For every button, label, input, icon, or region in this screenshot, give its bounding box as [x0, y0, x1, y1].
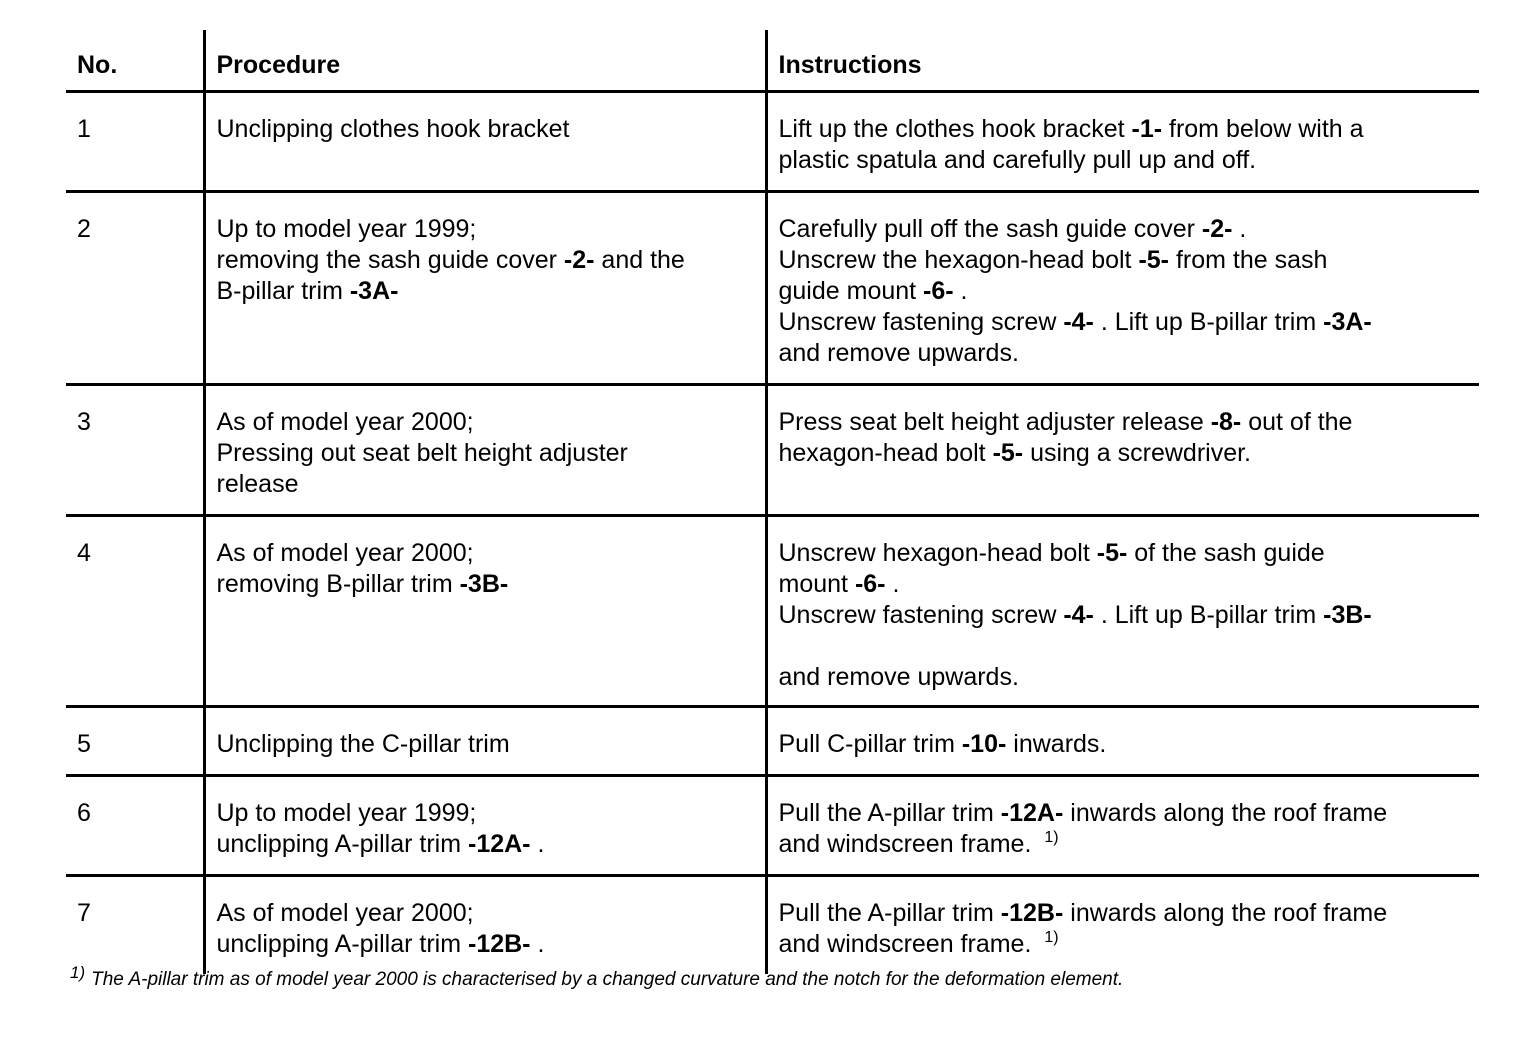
instructions-line: [779, 569, 1472, 600]
footnote-mark: 1): [70, 963, 86, 982]
text-segment: and the: [594, 246, 685, 274]
cell-procedure: [204, 385, 766, 516]
cell-procedure: [204, 516, 766, 707]
text-segment: Unclipping clothes hook bracket: [216, 115, 570, 143]
text-segment: Pull C-pillar trim: [778, 730, 962, 758]
text-segment: unclipping A-pillar trim: [216, 930, 468, 958]
text-segment: Pull the A-pillar trim: [778, 899, 1001, 927]
instructions-line: [779, 600, 1472, 631]
cell-procedure: [204, 776, 766, 876]
table-row: [66, 707, 1479, 776]
text-segment: unclipping A-pillar trim: [216, 830, 468, 858]
part-reference: -4-: [1063, 601, 1094, 629]
part-reference: -2-: [1201, 215, 1233, 243]
cell-step-number: 2: [66, 192, 204, 385]
table-row: [66, 92, 1479, 192]
instructions-line: [779, 338, 1472, 369]
text-segment: Unscrew hexagon-head bolt: [778, 539, 1097, 567]
instructions-line: [779, 438, 1472, 469]
text-segment: Unscrew fastening screw: [778, 308, 1064, 336]
procedure-line: [217, 245, 757, 276]
text-segment: Pressing out seat belt height adjuster: [216, 439, 628, 467]
text-segment: . Lift up B-pillar trim: [1093, 601, 1324, 629]
text-segment: plastic spatula and carefully pull up and off.: [778, 146, 1257, 174]
text-segment: and windscreen frame.: [778, 830, 1039, 858]
blank-line: [779, 631, 1472, 662]
part-reference: -12B-: [1000, 899, 1064, 927]
cell-step-number: 7: [66, 876, 204, 975]
instructions-line: [779, 729, 1472, 760]
instructions-line: [779, 145, 1472, 176]
text-segment: inwards along the roof frame: [1063, 899, 1388, 927]
cell-step-number: 5: [66, 707, 204, 776]
text-segment: from the sash: [1169, 246, 1328, 274]
footnote-reference: 1): [1044, 929, 1059, 946]
part-reference: -3A-: [1323, 308, 1372, 336]
procedure-line: [217, 114, 757, 145]
text-segment: Up to model year 1999;: [216, 799, 477, 827]
instructions-line: [779, 898, 1472, 929]
part-reference: -5-: [992, 439, 1024, 467]
text-segment: inwards along the roof frame: [1063, 799, 1388, 827]
instructions-line: [779, 407, 1472, 438]
text-segment: Unscrew fastening screw: [778, 601, 1064, 629]
procedure-line: [217, 469, 757, 500]
procedure-line: [217, 214, 757, 245]
cell-instructions: [766, 516, 1479, 707]
footnote: [70, 958, 1123, 995]
text-segment: mount: [778, 570, 855, 598]
table-row: [66, 385, 1479, 516]
part-reference: -5-: [1096, 539, 1128, 567]
procedure-line: [217, 898, 757, 929]
instructions-line: [779, 307, 1472, 338]
cell-procedure: [204, 707, 766, 776]
instructions-line: [779, 829, 1472, 860]
instructions-line: [779, 662, 1472, 693]
text-segment: using a screwdriver.: [1023, 439, 1251, 467]
text-segment: Pull the A-pillar trim: [778, 799, 1001, 827]
instructions-line: [779, 245, 1472, 276]
text-segment: As of model year 2000;: [216, 539, 474, 567]
part-reference: -12A-: [1000, 799, 1064, 827]
cell-step-number: 4: [66, 516, 204, 707]
part-reference: -3A-: [349, 277, 399, 305]
text-segment: As of model year 2000;: [216, 408, 474, 436]
text-segment: guide mount: [778, 277, 924, 305]
procedure-line: [217, 407, 757, 438]
procedure-line: [217, 929, 757, 960]
instructions-line: [779, 214, 1472, 245]
procedure-line: [217, 538, 757, 569]
text-segment: removing B-pillar trim: [216, 570, 460, 598]
text-segment: inwards.: [1006, 730, 1107, 758]
text-segment: hexagon-head bolt: [778, 439, 993, 467]
procedure-line: [217, 569, 757, 600]
instructions-line: [779, 114, 1472, 145]
text-segment: of the sash guide: [1127, 539, 1325, 567]
text-segment: .: [530, 830, 545, 858]
part-reference: -3B-: [459, 570, 509, 598]
part-reference: -12A-: [468, 830, 531, 858]
text-segment: Carefully pull off the sash guide cover: [778, 215, 1202, 243]
part-reference: -4-: [1063, 308, 1094, 336]
table-header-row: [66, 30, 1479, 92]
cell-procedure: [204, 92, 766, 192]
text-segment: .: [885, 570, 900, 598]
text-segment: Unclipping the C-pillar trim: [216, 730, 510, 758]
footnote-reference: 1): [1044, 829, 1059, 846]
instructions-line: [779, 798, 1472, 829]
cell-step-number: 6: [66, 776, 204, 876]
part-reference: -3B-: [1323, 601, 1372, 629]
column-header-procedure: Procedure: [204, 30, 766, 92]
part-reference: -8-: [1210, 408, 1242, 436]
text-segment: out of the: [1241, 408, 1353, 436]
part-reference: -5-: [1138, 246, 1170, 274]
table-row: [66, 776, 1479, 876]
text-segment: Lift up the clothes hook bracket: [778, 115, 1132, 143]
cell-instructions: [766, 192, 1479, 385]
text-segment: removing the sash guide cover: [216, 246, 564, 274]
procedure-table: [66, 30, 1479, 974]
text-segment: and windscreen frame.: [778, 930, 1039, 958]
cell-procedure: [204, 192, 766, 385]
procedure-line: [217, 798, 757, 829]
column-header-no: No.: [66, 30, 204, 92]
text-segment: release: [216, 470, 299, 498]
cell-step-number: 3: [66, 385, 204, 516]
text-segment: Press seat belt height adjuster release: [778, 408, 1211, 436]
text-segment: .: [530, 930, 545, 958]
cell-instructions: [766, 776, 1479, 876]
instructions-line: [779, 276, 1472, 307]
footnote-text: The A-pillar trim as of model year 2000 is characterised by a changed curvature and the notch for the deformation element.: [91, 969, 1124, 990]
part-reference: -2-: [563, 246, 595, 274]
text-segment: As of model year 2000;: [216, 899, 474, 927]
text-segment: and remove upwards.: [778, 663, 1019, 691]
part-reference: -10-: [961, 730, 1007, 758]
procedure-line: [217, 276, 757, 307]
part-reference: -6-: [923, 277, 954, 305]
table-row: [66, 516, 1479, 707]
text-segment: .: [1232, 215, 1247, 243]
instructions-line: [779, 538, 1472, 569]
part-reference: -6-: [854, 570, 886, 598]
instructions-line: [779, 929, 1472, 960]
text-segment: B-pillar trim: [216, 277, 350, 305]
procedure-line: [217, 729, 757, 760]
column-header-instructions: Instructions: [766, 30, 1479, 92]
text-segment: from below with a: [1162, 115, 1364, 143]
part-reference: -12B-: [468, 930, 531, 958]
text-segment: and remove upwards.: [778, 339, 1019, 367]
cell-instructions: [766, 385, 1479, 516]
text-segment: Unscrew the hexagon-head bolt: [778, 246, 1139, 274]
cell-instructions: [766, 707, 1479, 776]
table-row: [66, 192, 1479, 385]
text-segment: . Lift up B-pillar trim: [1093, 308, 1324, 336]
cell-instructions: [766, 92, 1479, 192]
procedure-line: [217, 438, 757, 469]
part-reference: -1-: [1131, 115, 1163, 143]
cell-step-number: 1: [66, 92, 204, 192]
table-body: [66, 92, 1479, 975]
text-segment: Up to model year 1999;: [216, 215, 477, 243]
procedure-line: [217, 829, 757, 860]
text-segment: .: [953, 277, 968, 305]
